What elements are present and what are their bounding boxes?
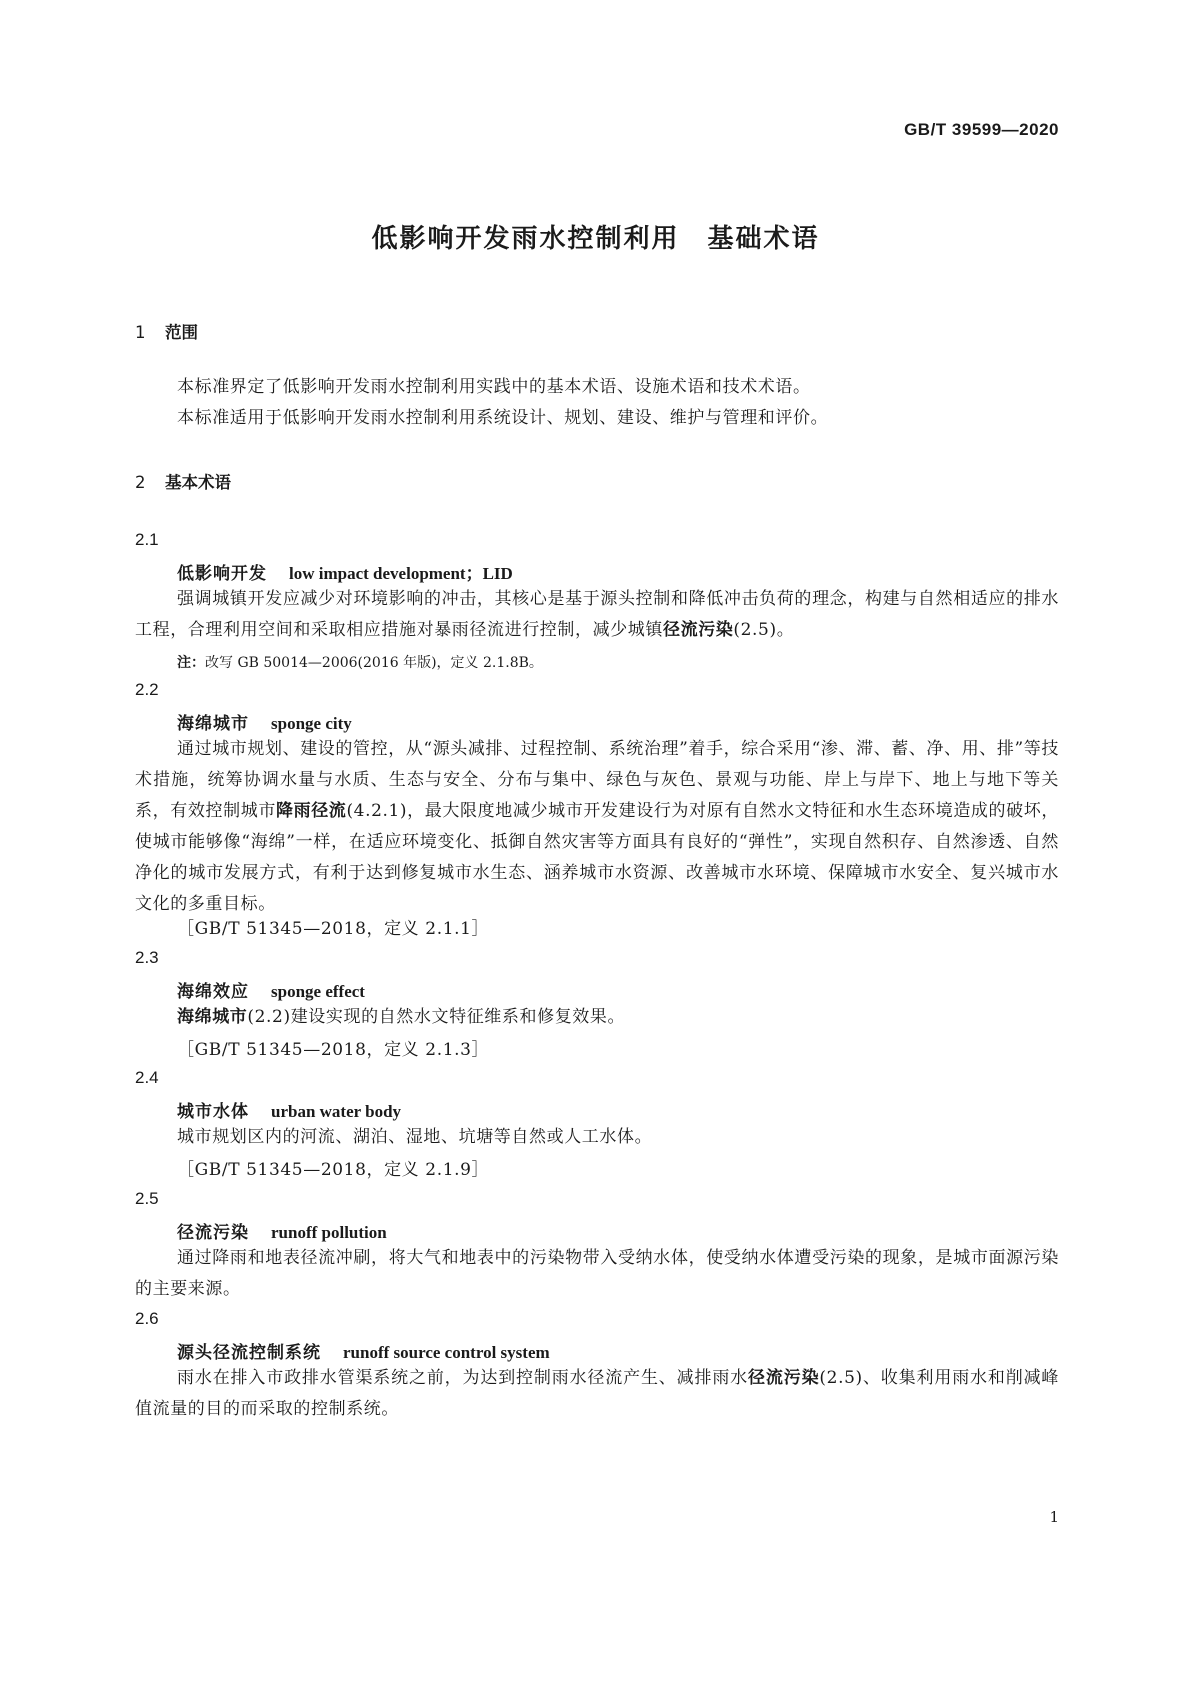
term-reference: 降雨径流 xyxy=(275,801,347,821)
term-zh: 海绵效应 xyxy=(177,982,249,1002)
term-heading xyxy=(177,559,513,584)
term-heading xyxy=(177,1097,401,1122)
page-number: 1 xyxy=(1049,1508,1059,1526)
term-number: 2.4 xyxy=(135,1068,159,1087)
standard-number: GB/T 39599—2020 xyxy=(904,120,1059,139)
term-note xyxy=(177,652,543,672)
term-zh: 海绵城市 xyxy=(177,714,249,734)
term-zh: 源头径流控制系统 xyxy=(177,1343,321,1363)
term-source: ［GB/T 51345—2018，定义 2.1.9］ xyxy=(177,1160,490,1180)
term-definition: 城市规划区内的河流、湖泊、湿地、坑塘等自然或人工水体。 xyxy=(177,1127,653,1147)
definition-text: (2.5)。 xyxy=(733,620,795,640)
term-zh: 径流污染 xyxy=(177,1223,249,1243)
section-2-heading xyxy=(135,469,231,493)
term-heading xyxy=(177,977,365,1002)
term-source: ［GB/T 51345—2018，定义 2.1.3］ xyxy=(177,1040,490,1060)
term-zh: 城市水体 xyxy=(177,1102,249,1122)
definition-text: 强调城镇开发应减少对环境影响的冲击，其核心是基于源头控制和降低冲击负荷的理念，构建与自然相适应的排水工程，合理利用空间和采取相应措施对暴雨径流进行控制，减少城镇 xyxy=(135,589,1059,640)
term-source: ［GB/T 51345—2018，定义 2.1.1］ xyxy=(177,919,490,939)
term-number: 2.2 xyxy=(135,680,159,699)
term-reference: 径流污染 xyxy=(663,620,734,640)
section-number: 1 xyxy=(135,323,146,342)
definition-text: 通过城市规划、建设的管控，从“源头减排、过程控制、系统治理”着手，综合采用“渗、滞、蓄、净、用、排”等技术措施，统筹协调水量与水质、生态与安全、分布与集中、绿色与灰色、景观与功能、岸上与岸下、地上与地下等关系，有效控制城市 xyxy=(135,739,1059,821)
term-en: urban water body xyxy=(271,1102,402,1121)
document-title: 低影响开发雨水控制利用 基础术语 xyxy=(371,224,820,254)
term-definition xyxy=(135,1363,1059,1425)
term-zh: 低影响开发 xyxy=(177,564,267,584)
definition-text: (4.2.1)，最大限度地减少城市开发建设行为对原有自然水文特征和水生态环境造成的破坏，使城市能够像“海绵”一样，在适应环境变化、抵御自然灾害等方面具有良好的“弹性”，实现自然积存、自然渗透、自然净化的城市发展方式，有利于达到修复城市水生态、涵养城市水资源、改善城市水环境、保障城市水安全、复兴城市水文化的多重目标。 xyxy=(135,801,1060,914)
scope-paragraph-2: 本标准适用于低影响开发雨水控制利用系统设计、规划、建设、维护与管理和评价。 xyxy=(177,408,829,428)
term-number: 2.6 xyxy=(135,1309,159,1328)
definition-text: (2.5)、收集利用雨水和削减峰值流量的目的而采取的控制系统。 xyxy=(135,1368,1060,1419)
term-definition: 通过降雨和地表径流冲刷，将大气和地表中的污染物带入受纳水体，使受纳水体遭受污染的现象，是城市面源污染的主要来源。 xyxy=(135,1248,1059,1299)
term-en: runoff source control system xyxy=(343,1343,550,1362)
section-title: 基本术语 xyxy=(165,473,231,492)
term-number: 2.1 xyxy=(135,530,159,549)
section-title: 范围 xyxy=(165,323,198,342)
term-number: 2.5 xyxy=(135,1189,159,1208)
definition-text: 雨水在排入市政排水管渠系统之前，为达到控制雨水径流产生、减排雨水 xyxy=(177,1368,749,1388)
section-1-heading xyxy=(135,319,198,343)
section-number: 2 xyxy=(135,473,146,492)
term-definition xyxy=(135,1002,1059,1033)
term-reference: 径流污染 xyxy=(748,1368,820,1388)
term-number: 2.3 xyxy=(135,948,159,967)
note-text: 改写 GB 50014—2006(2016 年版)，定义 2.1.8B。 xyxy=(205,655,543,671)
note-label: 注： xyxy=(177,655,205,671)
term-reference: 海绵城市 xyxy=(177,1007,248,1027)
definition-text: (2.2)建设实现的自然水文特征维系和修复效果。 xyxy=(247,1007,626,1027)
term-en: runoff pollution xyxy=(271,1223,387,1242)
term-definition xyxy=(135,584,1059,646)
scope-paragraph-1: 本标准界定了低影响开发雨水控制利用实践中的基本术语、设施术语和技术术语。 xyxy=(177,377,811,397)
term-en: sponge effect xyxy=(271,982,365,1001)
term-en: low impact development；LID xyxy=(289,564,513,583)
term-heading xyxy=(177,709,352,734)
term-heading xyxy=(177,1338,550,1363)
term-en: sponge city xyxy=(271,714,352,733)
term-definition xyxy=(135,734,1059,920)
term-heading xyxy=(177,1218,387,1243)
